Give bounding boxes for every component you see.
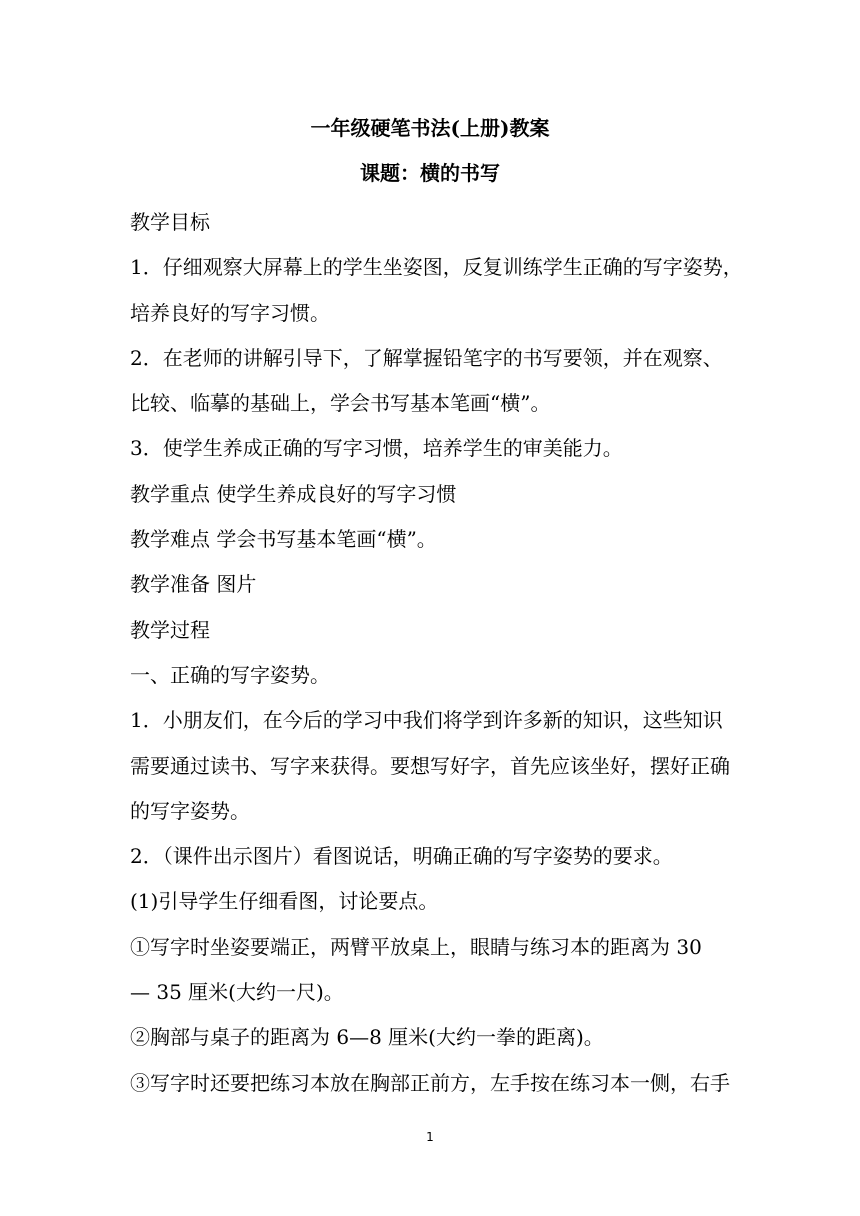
paragraph-line: 的写字姿势。	[130, 798, 250, 823]
paragraph-line: (1)引导学生仔细看图，讨论要点。	[130, 889, 439, 914]
paragraph-line: 2．（课件出示图片）看图说话，明确正确的写字姿势的要求。	[130, 844, 673, 869]
paragraph-line: ③写字时还要把练习本放在胸部正前方，左手按在练习本一侧，右手	[130, 1070, 730, 1095]
paragraph-line: 培养良好的写字习惯。	[130, 300, 330, 325]
paragraph-line: ①写字时坐姿要端正，两臂平放桌上，眼睛与练习本的距离为 30	[130, 934, 702, 959]
section-heading-process: 教学过程	[130, 617, 210, 642]
paragraph-line: ②胸部与桌子的距离为 6—8 厘米(大约一拳的距离)。	[130, 1025, 604, 1050]
key-point-line: 教学重点 使学生养成良好的写字习惯	[130, 481, 457, 506]
document-title: 一年级硬笔书法(上册)教案	[310, 116, 550, 140]
paragraph-line: 1．小朋友们，在今后的学习中我们将学到许多新的知识，这些知识	[130, 708, 723, 733]
subsection-heading: 一、正确的写字姿势。	[130, 662, 330, 687]
paragraph-line: 3．使学生养成正确的写字习惯，培养学生的审美能力。	[130, 436, 623, 461]
difficulty-line: 教学难点 学会书写基本笔画“横”。	[130, 527, 437, 552]
page-number: 1	[426, 1130, 434, 1144]
document-body	[130, 200, 743, 1106]
paragraph-line: 1．仔细观察大屏幕上的学生坐姿图，反复训练学生正确的写字姿势，	[130, 255, 743, 280]
section-heading-goals: 教学目标	[130, 210, 210, 234]
lesson-subtitle: 课题：横的书写	[360, 161, 500, 185]
paragraph-line: 比较、临摹的基础上，学会书写基本笔画“横”。	[130, 391, 551, 416]
paragraph-line: 2．在老师的讲解引导下，了解掌握铅笔字的书写要领，并在观察、	[130, 345, 723, 370]
paragraph-line: 需要通过读书、写字来获得。要想写好字，首先应该坐好，摆好正确	[130, 753, 730, 778]
preparation-line: 教学准备 图片	[130, 572, 257, 597]
paragraph-line: — 35 厘米(大约一尺)。	[130, 980, 344, 1005]
